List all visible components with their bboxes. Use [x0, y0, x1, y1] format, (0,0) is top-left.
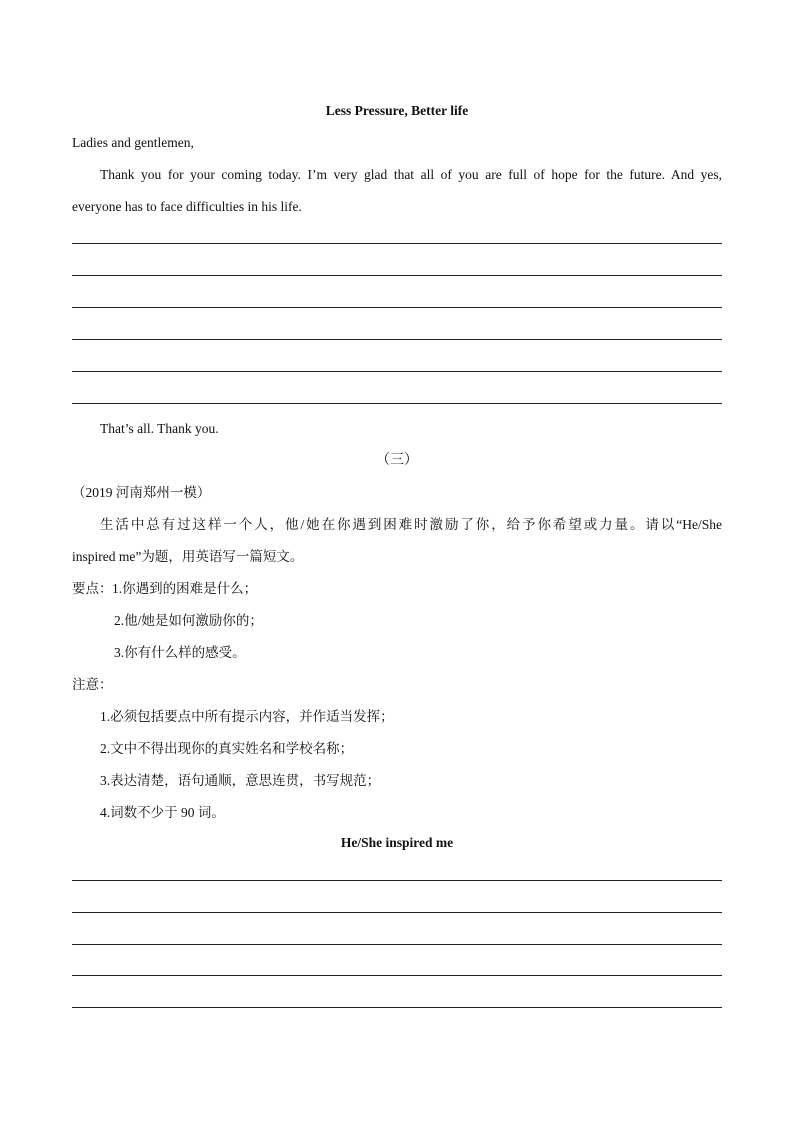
writing-line	[72, 403, 722, 404]
writing-line	[72, 307, 722, 308]
note-item: 2.文中不得出现你的真实姓名和学校名称；	[100, 741, 354, 756]
prompt-line-1: 生活中总有过这样一个人，他/她在你遇到困难时激励了你，给予你希望或力量。请以“He/She	[100, 517, 722, 532]
writing-line	[72, 975, 722, 976]
note-item: 3.表达清楚，语句通顺，意思连贯，书写规范；	[100, 773, 381, 788]
key-point-item: 3.你有什么样的感受。	[114, 645, 246, 660]
writing-line	[72, 1007, 722, 1008]
key-point-item: 2.他/她是如何激励你的；	[114, 613, 263, 628]
paragraph-line-1: Thank you for your coming today. I’m very glad that all of you are full of hope for the future. And yes,	[100, 167, 722, 182]
closing-text: That’s all. Thank you.	[100, 421, 219, 436]
writing-line	[72, 912, 722, 913]
writing-line	[72, 243, 722, 244]
greeting: Ladies and gentlemen,	[72, 135, 194, 150]
note-item: 1.必须包括要点中所有提示内容，并作适当发挥；	[100, 709, 394, 724]
key-points-label: 要点：	[72, 581, 113, 596]
section-heading: （三）	[376, 453, 418, 468]
note-item: 4.词数不少于 90 词。	[100, 805, 225, 820]
writing-line	[72, 339, 722, 340]
notes-label: 注意：	[72, 677, 113, 692]
prompt-line-2: inspired me”为题，用英语写一篇短文。	[72, 549, 304, 564]
essay-title-2: He/She inspired me	[340, 835, 454, 850]
writing-line	[72, 944, 722, 945]
paragraph-line-2: everyone has to face difficulties in his life.	[72, 199, 302, 214]
writing-line	[72, 371, 722, 372]
writing-line	[72, 880, 722, 881]
key-point-item: 1.你遇到的困难是什么；	[112, 581, 258, 596]
essay-title-1: Less Pressure, Better life	[325, 103, 469, 118]
writing-line	[72, 275, 722, 276]
source-note: （2019 河南郑州一模）	[72, 485, 211, 500]
